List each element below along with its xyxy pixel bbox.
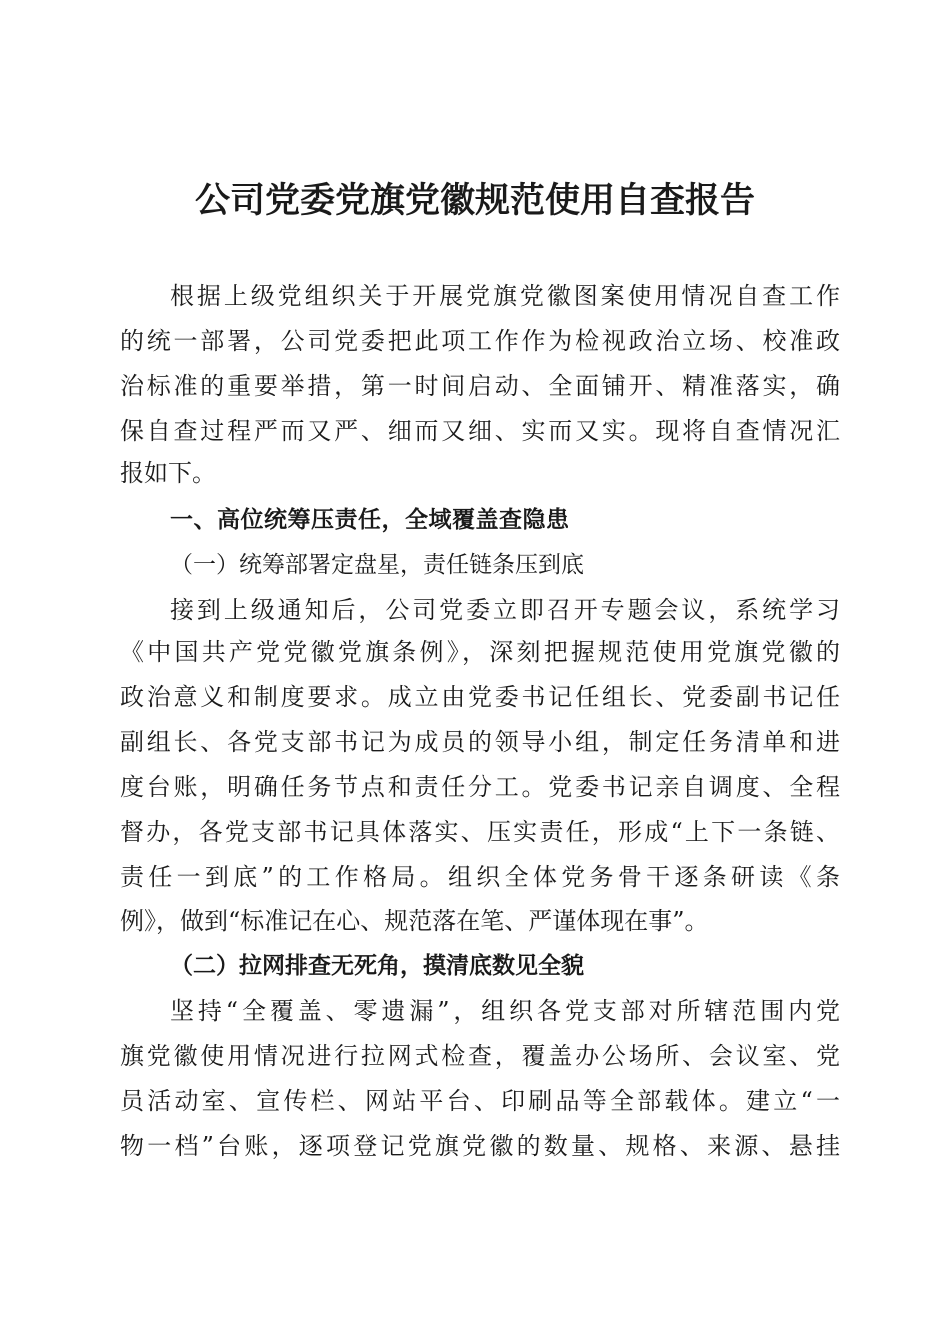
body-line: 政治意义和制度要求。成立由党委书记任组长、党委副书记任 (120, 683, 840, 711)
body-line: 物一档”台账，逐项登记党旗党徽的数量、规格、来源、悬挂 (120, 1132, 840, 1160)
section-heading: 一、高位统筹压责任，全域覆盖查隐患 (170, 507, 570, 533)
intro-line: 保自查过程严而又严、细而又细、实而又实。现将自查情况汇 (120, 417, 840, 445)
body-line: 度台账，明确任务节点和责任分工。党委书记亲自调度、全程 (120, 773, 840, 801)
body-line: 副组长、各党支部书记为成员的领导小组，制定任务清单和进 (120, 728, 840, 756)
intro-line: 报如下。 (120, 459, 216, 487)
document-title: 公司党委党旗党徽规范使用自查报告 (194, 181, 755, 221)
body-line: 例》，做到“标准记在心、规范落在笔、严谨体现在事”。 (120, 907, 709, 935)
intro-line: 的统一部署，公司党委把此项工作作为检视政治立场、校准政 (120, 327, 840, 355)
body-line: 《中国共产党党徽党旗条例》，深刻把握规范使用党旗党徽的 (120, 638, 840, 666)
body-line: 接到上级通知后，公司党委立即召开专题会议，系统学习 (170, 596, 840, 624)
body-line: 责任一到底”的工作格局。组织全体党务骨干逐条研读《条 (120, 863, 840, 891)
body-line: 旗党徽使用情况进行拉网式检查，覆盖办公场所、会议室、党 (120, 1042, 840, 1070)
body-line: 督办，各党支部书记具体落实、压实责任，形成“上下一条链、 (120, 818, 840, 846)
subsection-heading: （一）统筹部署定盘星，责任链条压到底 (170, 552, 584, 578)
subsection-heading: （二）拉网排查无死角，摸清底数见全貌 (170, 952, 584, 979)
body-line: 员活动室、宣传栏、网站平台、印刷品等全部载体。建立“一 (120, 1087, 840, 1115)
intro-line: 治标准的重要举措，第一时间启动、全面铺开、精准落实，确 (120, 372, 840, 400)
body-line: 坚持“全覆盖、零遗漏”，组织各党支部对所辖范围内党 (170, 997, 840, 1025)
intro-line: 根据上级党组织关于开展党旗党徽图案使用情况自查工作 (170, 282, 840, 310)
